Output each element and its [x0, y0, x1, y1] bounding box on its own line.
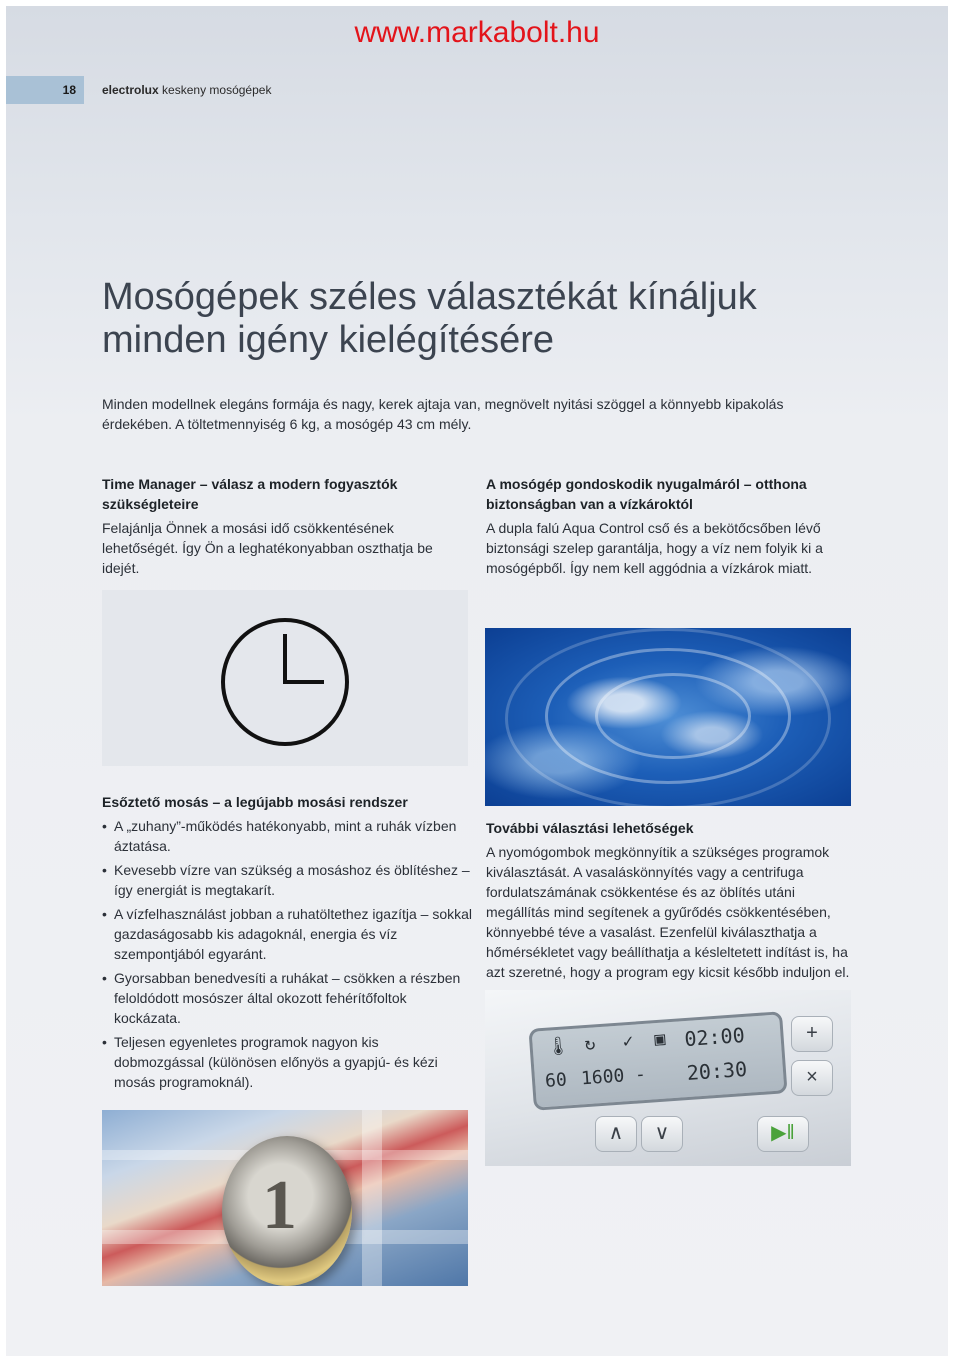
prewash-heading: Esőztető mosás – a legújabb mosási rendszer — [102, 794, 408, 810]
time-top: 02:00 — [683, 1022, 746, 1052]
water-photo — [485, 628, 851, 806]
list-item: • A „zuhany”-működés hatékonyabb, mint a ruhák vízben áztatása. — [102, 816, 472, 856]
page-number: 18 — [6, 76, 84, 104]
plus-button[interactable]: + — [791, 1016, 833, 1052]
list-item: • A vízfelhasználást jobban a ruhatöltethez igazítja – sokkal gazdaságosabb kis adagoknál, energia és víz szempontjából egyaránt. — [102, 904, 472, 964]
up-button[interactable]: ∧ — [595, 1116, 637, 1152]
list-item: • Teljesen egyenletes programok nagyon kis dobmozgással (különösen előnyös a gyapjú- és kézi mosás programoknál). — [102, 1032, 472, 1092]
lcd-display — [528, 1011, 787, 1111]
spin-icon: ↻ — [583, 1033, 597, 1056]
list-item: • Kevesebb vízre van szükség a mosáshoz és öblítéshez – így energiát is megtakarít. — [102, 860, 472, 900]
euro-coin-icon — [222, 1136, 352, 1286]
site-url[interactable]: www.markabolt.hu — [354, 16, 600, 49]
dash-value: - — [634, 1063, 647, 1086]
cross-button[interactable]: × — [791, 1060, 833, 1096]
time-bottom: 20:30 — [686, 1056, 748, 1085]
options-heading: További választási lehetőségek — [486, 820, 694, 836]
control-panel-photo — [485, 990, 851, 1166]
prewash-bullet-list — [102, 816, 472, 1096]
start-pause-button[interactable]: ▶‖ — [757, 1116, 809, 1152]
title-line-2: minden igény kielégítésére — [102, 319, 555, 361]
title-line-1: Mosógépek széles választékát kínáljuk — [102, 276, 757, 318]
temperature-value: 60 — [544, 1069, 568, 1092]
time-manager-heading: Time Manager – válasz a modern fogyasztók szükségleteire — [102, 476, 398, 512]
clock-illustration — [102, 590, 468, 766]
down-button[interactable]: ∨ — [641, 1116, 683, 1152]
euro-coin-photo — [102, 1110, 468, 1286]
page-title — [102, 276, 862, 362]
options-text: A nyomógombok megkönnyítik a szükséges programok kiválasztását. A vasaláskönnyítés vagy a centrifuga fordulatszámának csökkentése és az öblítés utáni megállítás mind segítenek a gyűrődés csökkentésében, könnyebbé téve a vasalást. Ezenfelül kiválaszthatja a hőmérsékletet vagy beállíthatja a késleltetett indítást is, ha azt szeretné, hogy a program egy kicsit később induljon el. — [486, 844, 850, 980]
coin-digit-icon: 1 — [262, 1167, 297, 1244]
section-name: keskeny mosógépek — [162, 83, 272, 97]
thermometer-icon: 🌡 — [546, 1035, 571, 1058]
header-brand — [102, 83, 271, 97]
intro-paragraph: Minden modellnek elegáns formája és nagy, kerek ajtaja van, megnövelt nyitási szöggel a könnyebb kipakolás érdekében. A töltetmennyiség 6 kg, a mosógép 43 cm mély. — [102, 396, 784, 432]
page — [6, 6, 948, 1356]
ripple — [505, 628, 831, 809]
list-item: • Gyorsabban benedvesíti a ruhákat – csökken a részben feloldódott mosószer által okozott fehérítőfoltok kockázata. — [102, 968, 472, 1028]
spin-value: 1600 — [580, 1065, 626, 1090]
aqua-text: A dupla falú Aqua Control cső és a bekötőcsőben lévő biztonsági szelep garantálja, hogy a víz nem folyik ki a mosógépből. Így nem kell aggódnia a vízkárok miatt. — [486, 520, 823, 576]
detergent-icon: ▣ — [653, 1028, 667, 1051]
clock-icon — [102, 590, 468, 766]
time-manager-text: Felajánlja Önnek a mosási idő csökkentésének lehetőségét. Így Ön a leghatékonyabban oszthatja be idejét. — [102, 520, 433, 576]
banknote-stripe — [362, 1110, 382, 1286]
aqua-heading: A mosógép gondoskodik nyugalmáról – otthona biztonságban van a vízkároktól — [486, 476, 807, 512]
brand-name: electrolux — [102, 83, 159, 97]
check-icon: ✓ — [621, 1030, 635, 1053]
